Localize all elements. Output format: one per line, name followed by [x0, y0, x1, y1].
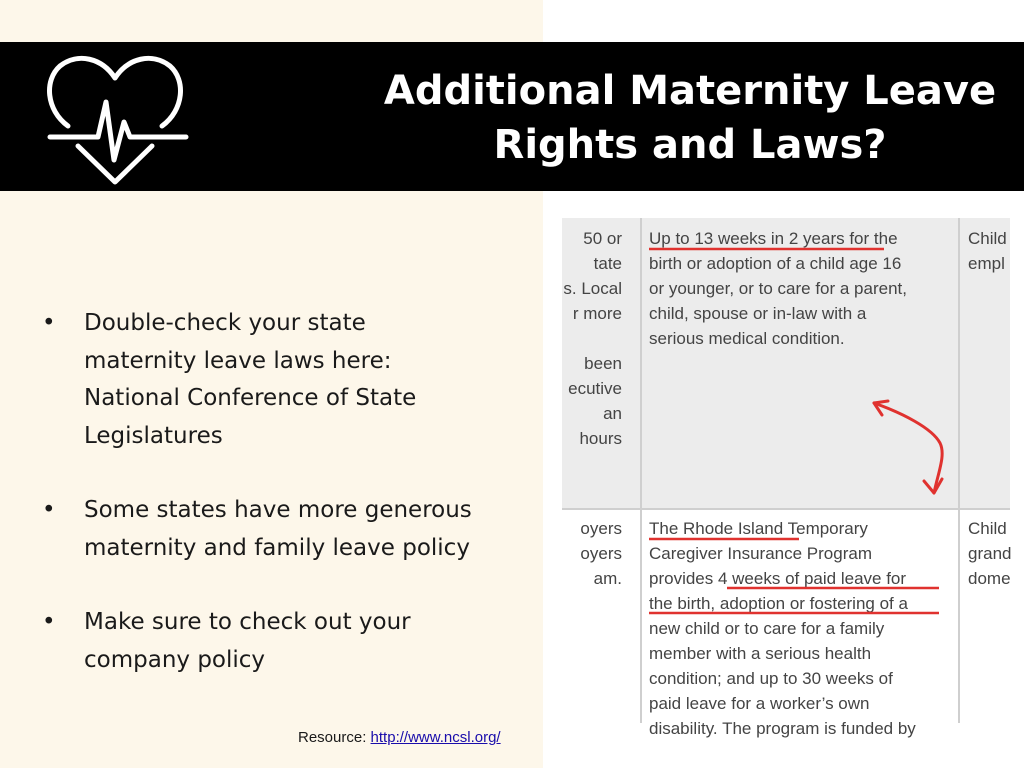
bullet-item: [40, 305, 520, 455]
bullet-list: [40, 305, 520, 716]
bullet-line: Double-check your state: [84, 310, 366, 336]
bullet-line: Some states have more generous: [84, 497, 472, 523]
row1-column-c: [968, 226, 1018, 276]
cell-line: r more: [572, 304, 622, 323]
cell-line: Up to 13 weeks in 2 years for the: [649, 229, 898, 248]
row2-column-c: [968, 516, 1018, 591]
bullet-line: company policy: [84, 646, 266, 673]
cell-line: tate: [593, 254, 622, 273]
cell-line: oyers: [580, 519, 622, 538]
bullet-line: National Conference of State: [84, 385, 417, 411]
bullet-line: Legislatures: [84, 422, 223, 449]
cell-line: child, spouse or in-law with a: [649, 304, 867, 323]
cell-line: 50 or: [583, 229, 622, 248]
cell-line: member with a serious health: [649, 644, 872, 663]
cell-line: Child: [968, 519, 1007, 538]
bullet-item: [40, 492, 520, 567]
cell-line: hours: [579, 429, 622, 448]
cell-line: am.: [593, 569, 622, 588]
cell-line: empl: [968, 254, 1005, 273]
cell-line: disability. The program is funded by: [649, 719, 916, 738]
bullet-line: maternity leave laws here:: [84, 347, 392, 374]
cell-line: condition; and up to 30 weeks of: [649, 669, 893, 688]
cell-line: oyers: [580, 544, 622, 563]
bullet-line: Make sure to check out your: [84, 609, 411, 635]
cell-line: s. Local: [563, 279, 622, 298]
cell-line: Caregiver Insurance Program: [649, 544, 872, 563]
red-underline: [649, 246, 889, 252]
cell-line: serious medical condition.: [649, 329, 845, 348]
cell-line: grand: [968, 544, 1012, 563]
cell-line: The Rhode Island Temporary: [649, 519, 868, 538]
cell-line: provides 4 weeks of paid leave for: [649, 569, 907, 588]
row2-column-a: [562, 516, 640, 591]
bullet-item: [40, 604, 520, 679]
red-underline: [649, 586, 949, 646]
cell-line: been: [584, 354, 622, 373]
cell-line: ecutive: [568, 379, 622, 398]
cell-line: an: [603, 404, 622, 423]
law-table-screenshot: [562, 218, 1012, 738]
cell-line: paid leave for a worker’s own: [649, 694, 870, 713]
title-line-1: Additional Maternity Leave: [383, 68, 997, 114]
cell-line: [562, 326, 640, 351]
bullet-dot: •: [42, 609, 56, 635]
page-title: [360, 64, 1020, 172]
row1-column-a: [562, 226, 640, 451]
red-underline: [649, 536, 809, 542]
cell-line: new child or to care for a family: [649, 619, 885, 638]
cell-line: or younger, or to care for a parent,: [649, 279, 907, 298]
resource-note: [298, 729, 501, 746]
bullet-line: maternity and family leave policy: [84, 534, 470, 561]
cell-line: dome: [968, 569, 1011, 588]
bullet-dot: •: [42, 497, 56, 523]
column-divider: [640, 218, 642, 723]
table-row: [562, 510, 1012, 738]
red-arrow-annotation: [862, 393, 952, 503]
title-line-2: Rights and Laws?: [493, 122, 887, 168]
table-row: [562, 218, 1010, 508]
cell-line: birth or adoption of a child age 16: [649, 254, 902, 273]
cell-line: Child: [968, 229, 1007, 248]
column-divider: [958, 218, 960, 723]
resource-label: Resource:: [298, 729, 367, 746]
bullet-dot: •: [42, 310, 56, 336]
cell-line: the birth, adoption or fostering of a: [649, 594, 908, 613]
heart-pulse-icon: [40, 50, 190, 185]
resource-link[interactable]: http://www.ncsl.org/: [370, 729, 501, 746]
row1-column-b: [649, 226, 949, 351]
header-bar: [0, 42, 1024, 191]
